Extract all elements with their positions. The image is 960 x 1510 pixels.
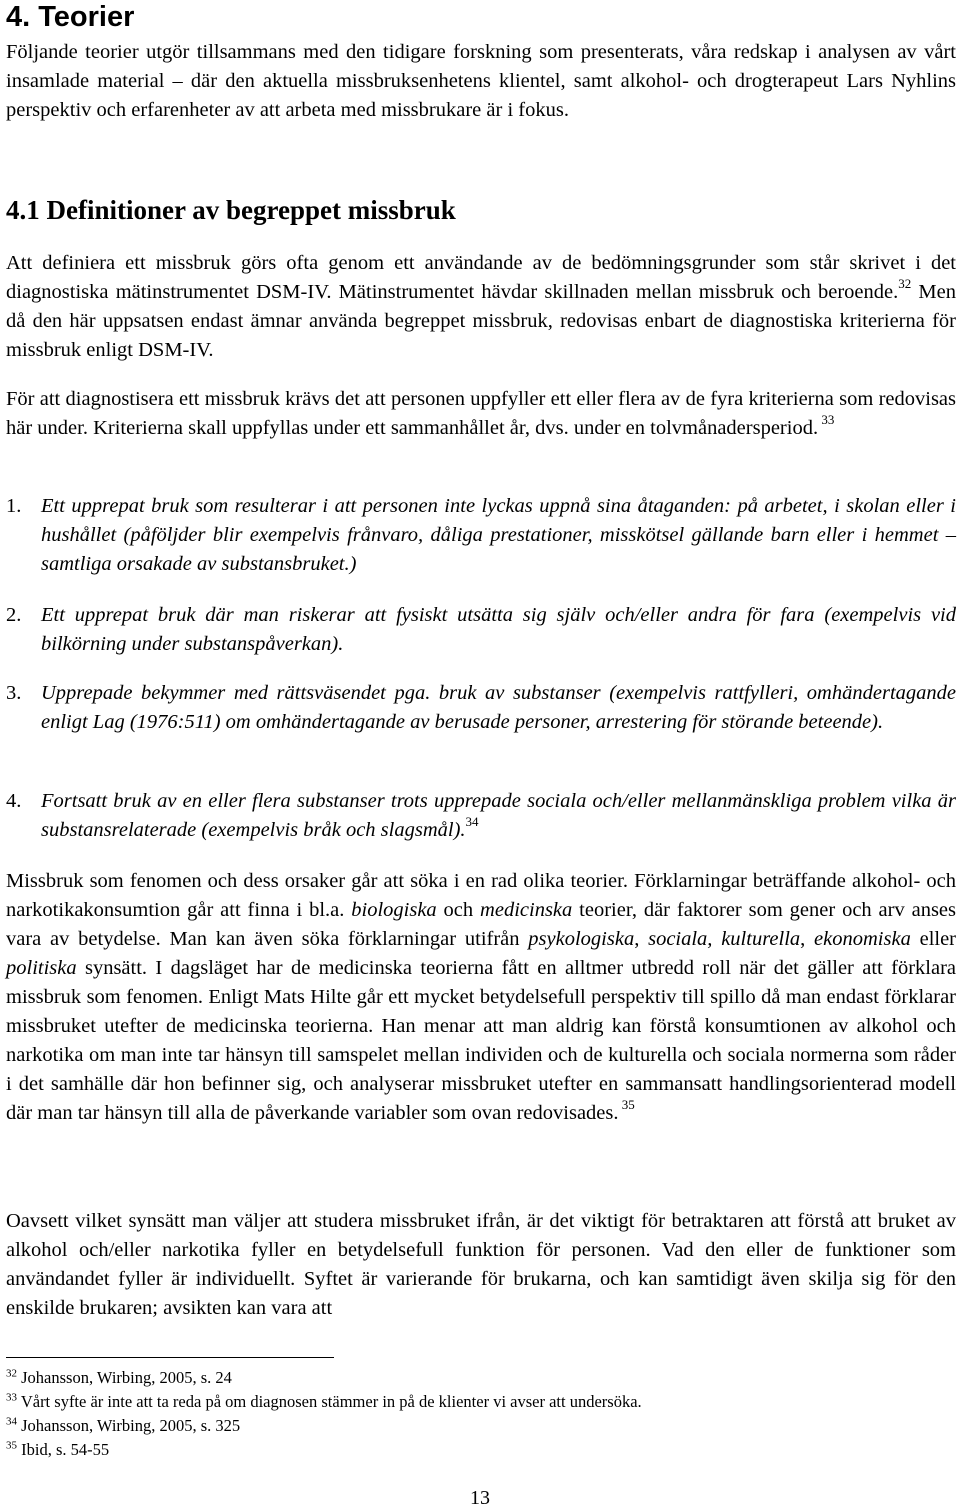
section-title: 4.1 Definitioner av begreppet missbruk: [6, 195, 456, 225]
footnote-ref-35: 35: [618, 1097, 635, 1113]
diagnosis-paragraph: [6, 385, 956, 443]
footnote-ref-34: 34: [465, 814, 479, 830]
criteria-item: [6, 787, 956, 845]
criteria-number: 2.: [6, 604, 22, 626]
footnote-number: 35: [6, 1439, 17, 1452]
footnote-ref-33: 33: [818, 412, 835, 428]
criteria-number: 4.: [6, 790, 22, 812]
term-medicinska: medicinska: [480, 899, 573, 921]
footnote-text: Vårt syfte är inte att ta reda på om diagnosen stämmer in på de klienter vi avser att undersöka.: [17, 1392, 642, 1411]
footnote: [6, 1368, 232, 1388]
theories-text: eller: [910, 928, 957, 950]
footnote-text: Johansson, Wirbing, 2005, s. 24: [17, 1368, 232, 1387]
function-paragraph: Oavsett vilket synsätt man väljer att studera missbruket ifrån, är det viktigt för betraktaren att förstå att bruket av alkohol och/eller narkotika fyller en betydelsefull funktion för personen. Vad den eller de funktioner som användandet fyller är individuellt. Syftet är varierande för brukarna, och kan samtidigt även skilja sig för den enskilde brukaren; avsikten kan vara att: [6, 1210, 956, 1319]
criteria-number: 3.: [6, 682, 22, 704]
footnote-text: Ibid, s. 54-55: [17, 1440, 110, 1459]
criteria-text: Upprepade bekymmer med rättsväsendet pga. bruk av substanser (exempelvis rattfylleri, omhändertagande enligt Lag (1976:511) om omhändertagande av berusade personer, arrestering för störande beteende).: [41, 682, 956, 733]
term-politiska: politiska: [6, 957, 77, 979]
footnote-separator: [6, 1357, 334, 1358]
footnote-number: 32: [6, 1367, 17, 1380]
theories-text: ,: [634, 928, 649, 950]
definition-text-a: Att definiera ett missbruk görs ofta genom ett användande av de bedömningsgrunder som står skrivet i det diagnostiska mätinstrumentet DSM-IV. Mätinstrumentet hävdar skillnaden mellan missbruk och beroende.: [6, 252, 956, 303]
page-number: 13: [470, 1487, 490, 1509]
intro-paragraph: Följande teorier utgör tillsammans med den tidigare forskning som presenterats, våra redskap i analysen av vårt insamlade material – där den aktuella missbruksenhetens klientel, samt alkohol- och drogterapeut Lars Nyhlins perspektiv och erfarenheter av att arbeta med missbrukare är i fokus.: [6, 41, 956, 121]
chapter-title: 4. Teorier: [6, 1, 135, 33]
criteria-text: Ett upprepat bruk som resulterar i att personen inte lyckas uppnå sina åtaganden: på arbetet, i skolan eller i hushållet (påföljder blir exempelvis frånvaro, dåliga prestationer, misskötsel gällande barn eller i hemmet – samtliga orsakade av substansbruket.): [41, 495, 956, 575]
term-biologiska: biologiska: [351, 899, 437, 921]
criteria-number: 1.: [6, 495, 22, 517]
footnote: [6, 1392, 642, 1412]
criteria-item: [6, 601, 956, 659]
footnote-ref-32: 32: [898, 276, 912, 292]
theories-text: och: [436, 899, 481, 921]
criteria-text: Ett upprepat bruk där man riskerar att fysiskt utsätta sig själv och/eller andra för fara (exempelvis vid bilkörning under substanspåverkan).: [41, 604, 956, 655]
criteria-item: [6, 492, 956, 579]
term-sociala-kulturella: sociala, kulturella: [648, 928, 801, 950]
diagnosis-text: För att diagnostisera ett missbruk krävs det att personen uppfyller ett eller flera av de fyra kriterierna som redovisas här under. Kriterierna skall uppfyllas under ett sammanhållet år, dvs. under en tolvmånadersperiod.: [6, 388, 956, 439]
theories-text: synsätt. I dagsläget har de medicinska teorierna fått en alltmer utbredd roll när det gäller att förklara missbruk som fenomen. Enligt Mats Hilte går ett mycket betydelsefull perspektiv till spillo då man endast förklarar missbruket utefter de medicinska teorierna. Han menar att man aldrig kan förstå konsumtionen av alkohol och narkotika om man inte tar hänsyn till samspelet mellan individen och de kulturella och sociala normerna som råder i det samhälle där hon befinner sig, och analyserar missbruket utefter en sammansatt handlingsorienterad modell där man tar hänsyn till alla de påverkande variabler som ovan redovisades.: [6, 957, 956, 1124]
footnote-number: 33: [6, 1391, 17, 1404]
definition-text-b: Men då den här uppsatsen endast ämnar använda begreppet missbruk, redovisas enbart de diagnostiska kriterierna för missbruk enligt DSM-IV.: [6, 281, 956, 361]
footnote-text: Johansson, Wirbing, 2005, s. 325: [17, 1416, 241, 1435]
criteria-item: [6, 679, 956, 737]
theories-text: teorier, där faktorer som gener och arv anses vara av betydelse. Man kan även söka förklarningar utifrån: [6, 899, 956, 950]
criteria-text: Fortsatt bruk av en eller flera substanser trots upprepade sociala och/eller mellanmänskliga problem vilka är substansrelaterade (exempelvis bråk och slagsmål).: [41, 790, 956, 841]
term-psykologiska: psykologiska: [528, 928, 635, 950]
theories-text: Missbruk som fenomen och dess orsaker går att söka i en rad olika teorier. Förklarningar beträffande alkohol- och narkotikakonsumtion går att finna i bl.a.: [6, 870, 956, 921]
theories-text: ,: [800, 928, 815, 950]
definition-paragraph: [6, 249, 956, 365]
footnote: [6, 1416, 240, 1436]
footnote-number: 34: [6, 1415, 17, 1428]
theories-paragraph: [6, 867, 956, 1128]
term-ekonomiska: ekonomiska: [814, 928, 911, 950]
footnote: [6, 1440, 109, 1460]
